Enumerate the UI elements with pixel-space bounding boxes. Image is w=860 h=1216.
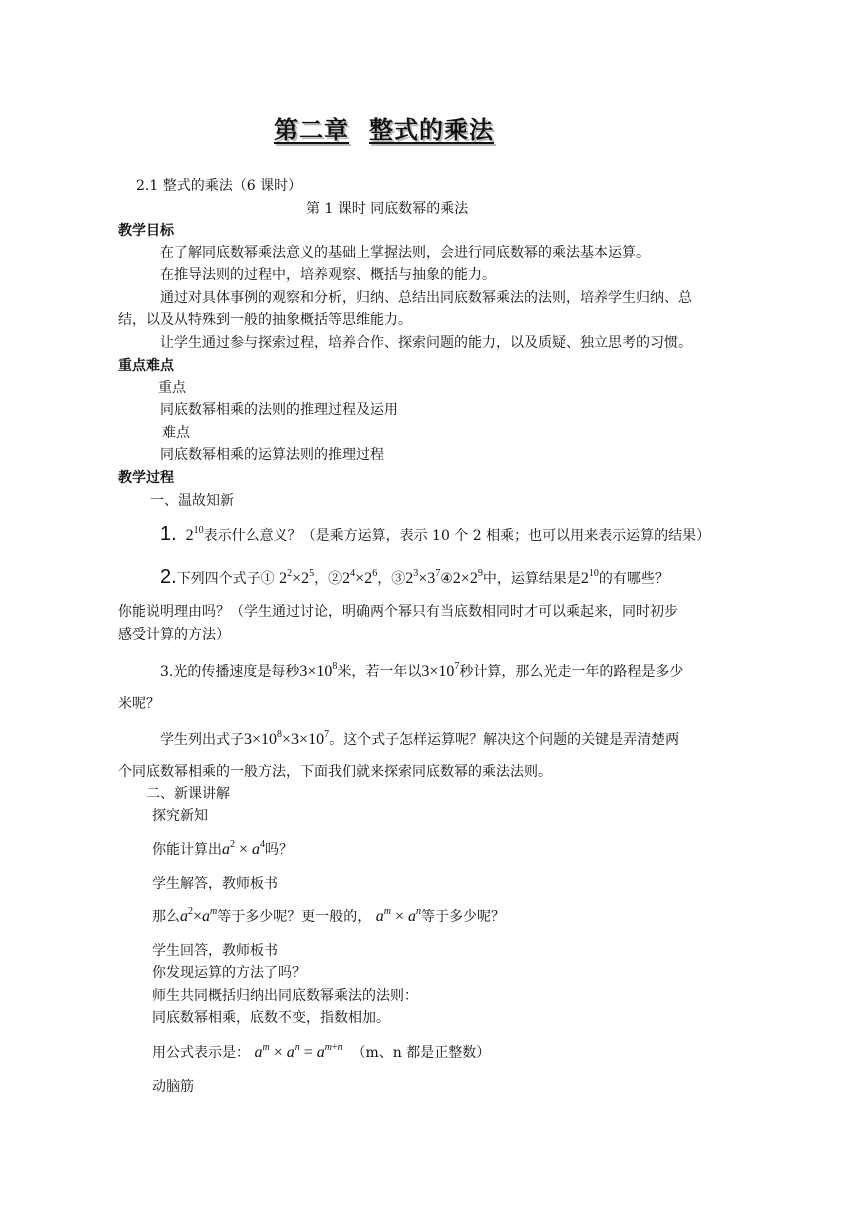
student-answer-2: 学生回答，教师板书 [152,943,278,959]
goals-heading: 教学目标 [118,223,174,239]
question-1: 1. $2^{10}$表示什么意义？（是乘方运算，表示 10 个 2 相乘；也可以用来表示运算的结果） [160,523,711,545]
key-heading: 重点难点 [118,358,174,374]
summary-intro: 师生共同概括归纳出同底数幂乘法的法则： [152,988,418,1004]
difficulty-text: 同底数幂相乘的运算法则的推理过程 [160,447,384,463]
student-expression-cont: 个同底数幂相乘的一般方法，下面我们就来探索同底数幂的乘法法则。 [118,764,552,780]
student-answer-1: 学生解答，教师板书 [152,876,278,892]
goal-3-cont: 结，以及从特殊到一般的抽象概括等思维能力。 [118,312,412,328]
difficulty-label: 难点 [162,425,190,441]
key-text: 同底数幂相乘的法则的推理过程及运用 [160,402,398,418]
goal-2: 在推导法则的过程中，培养观察、概括与抽象的能力。 [160,267,496,283]
found-method: 你发现运算的方法了吗？ [152,965,306,981]
new-lesson-heading: 二、新课讲解 [146,786,230,802]
section-heading: 2.1 整式的乘法（6 课时） [136,178,303,194]
question-2-cont1: 你能说明理由吗？（学生通过讨论，明确两个幂只有当底数相同时才可以乘起来，同时初步 [118,604,678,620]
question-3: 3.光的传播速度是每秒$3\times 10^8$米，若一年以$3\times 10^7$秒计算，那么光走一年的路程是多少 [160,661,684,680]
question-3-cont: 米呢？ [118,696,160,712]
then-what: 那么$a^2\times a^m$等于多少呢？更一般的， $a^m \times a^n$等于多少呢？ [152,906,505,925]
lesson-heading: 第 1 课时 同底数幂的乘法 [306,201,469,217]
rule-text: 同底数幂相乘，底数不变，指数相加。 [152,1010,390,1026]
chapter-title: 第二章 整式的乘法 [274,116,494,144]
goal-4: 让学生通过参与探索过程，培养合作、探索问题的能力，以及质疑、独立思考的习惯。 [160,335,692,351]
key-label: 重点 [158,380,186,396]
question-2: 2.下列四个式子① $2^2\times 2^5$，$②2^4\times 2^6$，$③2^3\times 3^7④2\times 2^9$中，运算结果是$2^{10}$的有哪些？ [160,566,669,588]
goal-3: 通过对具体事例的观察和分析，归纳、总结出同底数幂乘法的法则，培养学生归纳、总 [160,290,692,306]
explore-heading: 探究新知 [152,808,208,824]
review-heading: 一、温故知新 [150,493,234,509]
can-compute: 你能计算出$a^2 \times a^4$吗？ [152,839,294,858]
goal-1: 在了解同底数幂乘法意义的基础上掌握法则，会进行同底数幂的乘法基本运算。 [160,245,650,261]
formula-line: 用公式表示是： $a^m \times a^n = a^{m+n}$ （m、n 都是正整数） [152,1042,491,1061]
question-2-cont2: 感受计算的方法） [118,627,230,643]
process-heading: 教学过程 [118,470,174,486]
student-expression: 学生列出式子$3\times 10^8\times 3\times 10^7$。这个式子怎样运算呢？解决这个问题的关键是弄清楚两 [160,729,680,748]
brain-heading: 动脑筋 [152,1079,194,1095]
